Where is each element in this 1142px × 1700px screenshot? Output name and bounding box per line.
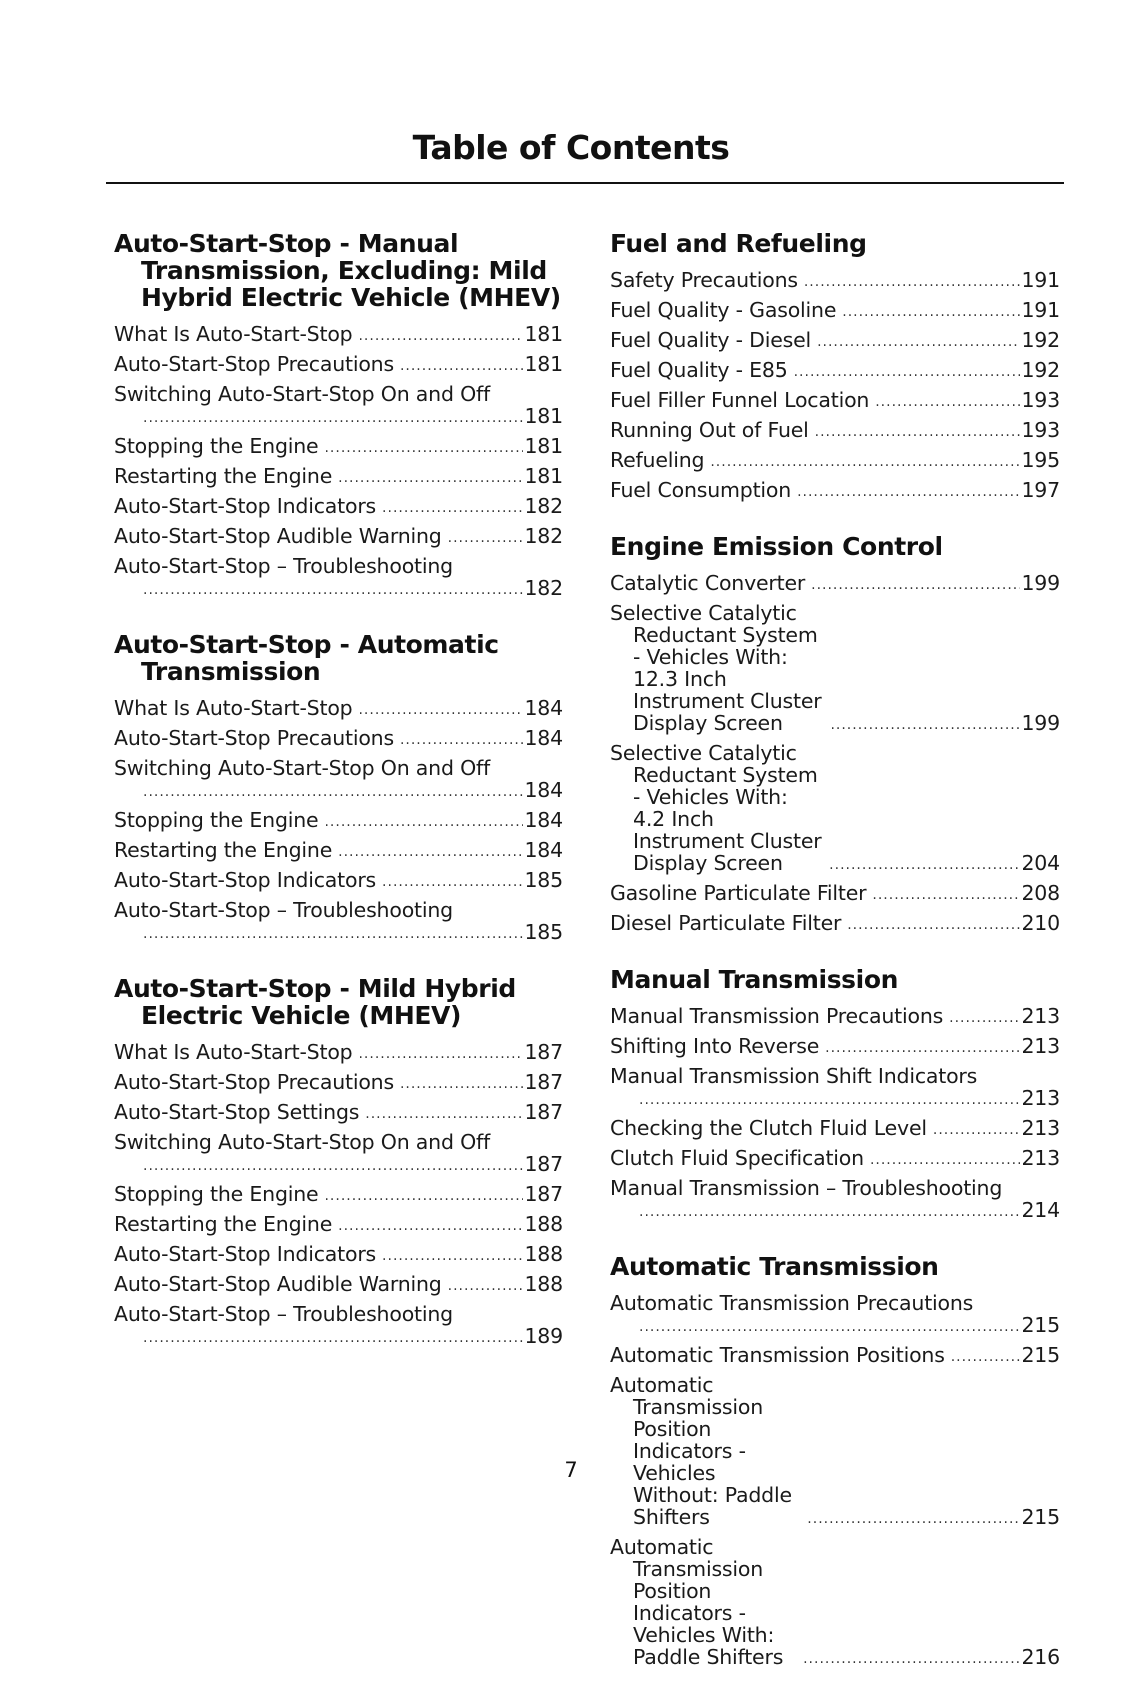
entry-page: 191: [1021, 268, 1060, 292]
entry-page: 197: [1021, 478, 1060, 502]
entry-title: Selective Catalytic Reductant System - Vehicles With: 4.2 Inch Instrument Cluster Display Screen: [610, 741, 822, 875]
dot-leader: [870, 1151, 1021, 1169]
entry-title: What Is Auto-Start-Stop: [114, 696, 353, 720]
dot-leader: [815, 423, 1021, 441]
toc-entry[interactable]: [114, 1179, 563, 1209]
entry-title: Diesel Particulate Filter: [610, 911, 842, 935]
entry-page: 193: [1021, 388, 1060, 412]
entry-title: Gasoline Particulate Filter: [610, 881, 867, 905]
dot-leader: [143, 1329, 523, 1347]
entry-page: 199: [1021, 711, 1060, 735]
entry-title: Auto-Start-Stop Settings: [114, 1100, 360, 1124]
dot-leader: [807, 1510, 1020, 1528]
toc-entry[interactable]: [114, 1037, 563, 1067]
toc-entry[interactable]: [610, 1143, 1060, 1173]
toc-entry[interactable]: [610, 1532, 1060, 1672]
entry-title: Checking the Clutch Fluid Level: [610, 1116, 927, 1140]
dot-leader: [951, 1348, 1021, 1366]
section-heading[interactable]: Auto-Start-Stop - Manual Transmission, Excluding: Mild Hybrid Electric Vehicle (MHEV): [114, 229, 561, 312]
entry-page: 213: [1021, 1004, 1060, 1028]
toc-entry[interactable]: [610, 265, 1060, 295]
entry-title: Auto-Start-Stop Precautions: [114, 1070, 394, 1094]
toc-entry[interactable]: [114, 865, 563, 895]
toc-entry[interactable]: [114, 1299, 563, 1351]
dot-leader: [400, 1075, 524, 1093]
entry-page: 187: [524, 1152, 563, 1176]
entry-title: Restarting the Engine: [114, 1212, 333, 1236]
entry-title: Fuel Filler Funnel Location: [610, 388, 870, 412]
entry-title: Auto-Start-Stop Indicators: [114, 868, 377, 892]
toc-entry[interactable]: [610, 1340, 1060, 1370]
entry-title: Switching Auto-Start-Stop On and Off: [114, 1130, 491, 1154]
toc-entry[interactable]: [114, 1067, 563, 1097]
entry-page: 187: [524, 1070, 563, 1094]
dot-leader: [803, 1650, 1020, 1668]
dot-leader: [639, 1091, 1020, 1109]
toc-entry[interactable]: [114, 379, 563, 431]
dot-leader: [933, 1121, 1021, 1139]
entry-page: 182: [524, 494, 563, 518]
toc-entry[interactable]: [610, 1061, 1060, 1113]
toc-entry[interactable]: [610, 1031, 1060, 1061]
toc-entry[interactable]: [610, 415, 1060, 445]
entry-title: Manual Transmission Precautions: [610, 1004, 944, 1028]
dot-leader: [639, 1318, 1020, 1336]
entry-title: Automatic Transmission Position Indicators - Vehicles With: Paddle Shifters: [610, 1535, 784, 1669]
entry-title: Restarting the Engine: [114, 464, 333, 488]
entry-page: 213: [1021, 1034, 1060, 1058]
section-heading[interactable]: Auto-Start-Stop - Mild Hybrid Electric Vehicle (MHEV): [114, 974, 516, 1030]
dot-leader: [872, 886, 1020, 904]
toc-section: [114, 631, 563, 947]
page-title: Table of Contents: [412, 128, 730, 167]
dot-leader: [825, 1039, 1020, 1057]
dot-leader: [382, 1247, 523, 1265]
entry-title: Stopping the Engine: [114, 808, 319, 832]
entry-page: 213: [1021, 1116, 1060, 1140]
entry-page: 213: [1021, 1086, 1060, 1110]
toc-section: [114, 230, 563, 603]
entry-page: 184: [524, 808, 563, 832]
dot-leader: [324, 813, 523, 831]
toc-entry[interactable]: [114, 491, 563, 521]
toc-entry[interactable]: [114, 805, 563, 835]
dot-leader: [949, 1009, 1020, 1027]
entry-page: 184: [524, 778, 563, 802]
entry-title: Auto-Start-Stop Indicators: [114, 494, 377, 518]
entry-title: What Is Auto-Start-Stop: [114, 1040, 353, 1064]
entry-title: Selective Catalytic Reductant System - Vehicles With: 12.3 Inch Instrument Cluster Display Screen: [610, 601, 822, 735]
entry-title: Fuel Quality - E85: [610, 358, 788, 382]
entry-title: Auto-Start-Stop – Troubleshooting: [114, 898, 453, 922]
toc-entry[interactable]: [114, 461, 563, 491]
dot-leader: [358, 701, 523, 719]
dot-leader: [847, 916, 1020, 934]
dot-leader: [842, 303, 1020, 321]
entry-title: Switching Auto-Start-Stop On and Off: [114, 382, 491, 406]
entry-title: Restarting the Engine: [114, 838, 333, 862]
entry-title: Stopping the Engine: [114, 434, 319, 458]
entry-title: Shifting Into Reverse: [610, 1034, 820, 1058]
entry-page: 188: [524, 1272, 563, 1296]
section-heading[interactable]: Engine Emission Control: [610, 532, 943, 561]
section-heading[interactable]: Manual Transmission: [610, 965, 898, 994]
toc-entry[interactable]: [114, 693, 563, 723]
entry-page: 216: [1021, 1645, 1060, 1669]
entry-page: 199: [1021, 571, 1060, 595]
toc-column-left: [114, 230, 563, 1379]
toc-entry[interactable]: [114, 835, 563, 865]
entry-page: 181: [524, 352, 563, 376]
entry-title: Auto-Start-Stop Precautions: [114, 352, 394, 376]
entry-page: 193: [1021, 418, 1060, 442]
entry-title: Safety Precautions: [610, 268, 798, 292]
toc-entry[interactable]: [610, 1001, 1060, 1031]
section-heading[interactable]: Fuel and Refueling: [610, 229, 867, 258]
entry-title: Manual Transmission Shift Indicators: [610, 1064, 978, 1088]
dot-leader: [829, 856, 1020, 874]
entry-page: 181: [524, 404, 563, 428]
section-heading[interactable]: Auto-Start-Stop - Automatic Transmission: [114, 630, 499, 686]
toc-entry[interactable]: [610, 908, 1060, 938]
toc-entry[interactable]: [610, 445, 1060, 475]
dot-leader: [143, 1157, 523, 1175]
entry-page: 192: [1021, 358, 1060, 382]
toc-entry[interactable]: [610, 295, 1060, 325]
entry-page: 185: [524, 920, 563, 944]
dot-leader: [400, 357, 524, 375]
dot-leader: [710, 453, 1020, 471]
entry-page: 215: [1021, 1343, 1060, 1367]
dot-leader: [448, 529, 524, 547]
dot-leader: [400, 731, 524, 749]
dot-leader: [830, 716, 1020, 734]
dot-leader: [358, 327, 523, 345]
entry-page: 210: [1021, 911, 1060, 935]
entry-page: 215: [1021, 1505, 1060, 1529]
entry-page: 181: [524, 322, 563, 346]
toc-entry[interactable]: [610, 355, 1060, 385]
entry-title: Auto-Start-Stop Audible Warning: [114, 1272, 442, 1296]
entry-title: Fuel Quality - Diesel: [610, 328, 812, 352]
entry-page: 215: [1021, 1313, 1060, 1337]
entry-page: 187: [524, 1100, 563, 1124]
toc-entry[interactable]: [114, 1209, 563, 1239]
toc-entry[interactable]: [114, 431, 563, 461]
dot-leader: [143, 581, 523, 599]
toc-entry[interactable]: [114, 753, 563, 805]
dot-leader: [382, 499, 523, 517]
entry-title: Automatic Transmission Precautions: [610, 1291, 974, 1315]
dot-leader: [338, 469, 523, 487]
toc-entry[interactable]: [610, 1370, 1060, 1532]
entry-page: 195: [1021, 448, 1060, 472]
dot-leader: [448, 1277, 524, 1295]
toc-entry[interactable]: [610, 475, 1060, 505]
toc-entry[interactable]: [610, 325, 1060, 355]
entry-page: 181: [524, 434, 563, 458]
toc-section: [610, 966, 1060, 1225]
entry-page: 188: [524, 1212, 563, 1236]
toc-entry[interactable]: [114, 723, 563, 753]
page-number: 7: [564, 1458, 578, 1482]
entry-title: Switching Auto-Start-Stop On and Off: [114, 756, 491, 780]
toc-entry[interactable]: [114, 895, 563, 947]
entry-page: 184: [524, 696, 563, 720]
entry-title: What Is Auto-Start-Stop: [114, 322, 353, 346]
entry-title: Manual Transmission – Troubleshooting: [610, 1176, 1003, 1200]
entry-title: Fuel Quality - Gasoline: [610, 298, 837, 322]
toc-entry[interactable]: [610, 1288, 1060, 1340]
toc-entry[interactable]: [610, 1113, 1060, 1143]
dot-leader: [324, 439, 523, 457]
toc-entry[interactable]: [610, 568, 1060, 598]
toc-entry[interactable]: [610, 1173, 1060, 1225]
dot-leader: [639, 1203, 1020, 1221]
dot-leader: [143, 409, 523, 427]
entry-page: 187: [524, 1182, 563, 1206]
toc-entry[interactable]: [114, 1127, 563, 1179]
dot-leader: [143, 783, 523, 801]
dot-leader: [794, 363, 1021, 381]
dot-leader: [811, 576, 1020, 594]
dot-leader: [338, 1217, 523, 1235]
section-heading[interactable]: Automatic Transmission: [610, 1252, 939, 1281]
dot-leader: [817, 333, 1020, 351]
entry-title: Auto-Start-Stop – Troubleshooting: [114, 554, 453, 578]
toc-section: [610, 533, 1060, 938]
entry-title: Auto-Start-Stop Indicators: [114, 1242, 377, 1266]
entry-page: 184: [524, 726, 563, 750]
toc-entry[interactable]: [610, 878, 1060, 908]
entry-page: 187: [524, 1040, 563, 1064]
dot-leader: [358, 1045, 523, 1063]
toc-entry[interactable]: [114, 1097, 563, 1127]
entry-page: 192: [1021, 328, 1060, 352]
entry-page: 185: [524, 868, 563, 892]
toc-entry[interactable]: [114, 1239, 563, 1269]
toc-entry[interactable]: [114, 349, 563, 379]
toc-entry[interactable]: [114, 521, 563, 551]
toc-entry[interactable]: [114, 551, 563, 603]
entry-page: 182: [524, 576, 563, 600]
entry-title: Refueling: [610, 448, 705, 472]
entry-page: 182: [524, 524, 563, 548]
entry-title: Auto-Start-Stop Precautions: [114, 726, 394, 750]
dot-leader: [324, 1187, 523, 1205]
dot-leader: [797, 483, 1020, 501]
toc-entry[interactable]: [114, 319, 563, 349]
entry-title: Automatic Transmission Position Indicators - Vehicles Without: Paddle Shifters: [610, 1373, 792, 1529]
toc-section: [114, 975, 563, 1351]
entry-page: 208: [1021, 881, 1060, 905]
entry-title: Auto-Start-Stop – Troubleshooting: [114, 1302, 453, 1326]
entry-page: 204: [1021, 851, 1060, 875]
dot-leader: [338, 843, 523, 861]
entry-title: Auto-Start-Stop Audible Warning: [114, 524, 442, 548]
entry-title: Automatic Transmission Positions: [610, 1343, 945, 1367]
entry-page: 189: [524, 1324, 563, 1348]
entry-title: Running Out of Fuel: [610, 418, 809, 442]
entry-title: Clutch Fluid Specification: [610, 1146, 864, 1170]
entry-page: 214: [1021, 1198, 1060, 1222]
toc-entry[interactable]: [610, 385, 1060, 415]
dot-leader: [365, 1105, 523, 1123]
dot-leader: [382, 873, 523, 891]
toc-entry[interactable]: [610, 598, 1060, 738]
entry-title: Fuel Consumption: [610, 478, 792, 502]
entry-page: 181: [524, 464, 563, 488]
entry-page: 213: [1021, 1146, 1060, 1170]
entry-title: Catalytic Converter: [610, 571, 806, 595]
toc-entry[interactable]: [610, 738, 1060, 878]
dot-leader: [875, 393, 1020, 411]
title-divider: [106, 182, 1064, 184]
dot-leader: [143, 925, 523, 943]
entry-title: Stopping the Engine: [114, 1182, 319, 1206]
toc-section: [610, 230, 1060, 505]
toc-entry[interactable]: [114, 1269, 563, 1299]
entry-page: 184: [524, 838, 563, 862]
entry-page: 188: [524, 1242, 563, 1266]
dot-leader: [804, 273, 1021, 291]
entry-page: 191: [1021, 298, 1060, 322]
